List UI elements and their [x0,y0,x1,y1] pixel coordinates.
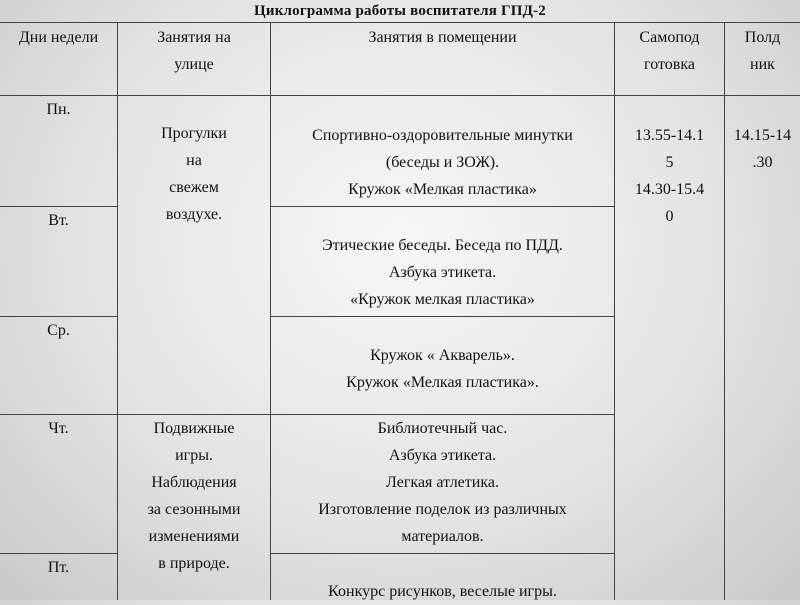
day-wed: Ср. [47,322,70,339]
day-mon: Пн. [46,101,71,118]
indoor-tue: Этические беседы. Беседа по ПДД. Азбука этикета. «Кружок мелкая пластика» [322,237,563,308]
day-fri: Пт. [47,559,70,576]
indoor-mon: Спортивно-оздоровительные минутки (беседы и ЗОЖ). Кружок «Мелкая пластика» [312,127,573,198]
outdoor-walks: Прогулки на свежем воздухе. [161,125,227,223]
snack-time: 14.15-14 .30 [733,127,792,171]
selfprep-times: 13.55-14.1 5 14.30-15.4 0 [634,127,705,225]
page-title: Циклограмма работы воспитателя ГПД-2 [253,3,547,19]
header-indoor: Занятия в помещении [368,29,517,46]
indoor-wed: Кружок « Акварель». Кружок «Мелкая пластика». [346,347,539,391]
header-snack: Полд ник [744,29,781,73]
indoor-thu: Библиотечный час. Азбука этикета. Легкая атлетика. Изготовление поделок из различных материалов. [318,420,567,545]
outdoor-games: Подвижные игры. Наблюдения за сезонными изменениями в природе. [147,420,241,572]
header-selfprep: Самопод готовка [639,29,700,73]
day-tue: Вт. [48,212,69,229]
header-outdoor: Занятия на улице [157,29,231,73]
indoor-fri: Конкурс рисунков, веселые игры. [328,583,557,600]
day-thu: Чт. [48,420,69,437]
header-days: Дни недели [18,29,99,46]
